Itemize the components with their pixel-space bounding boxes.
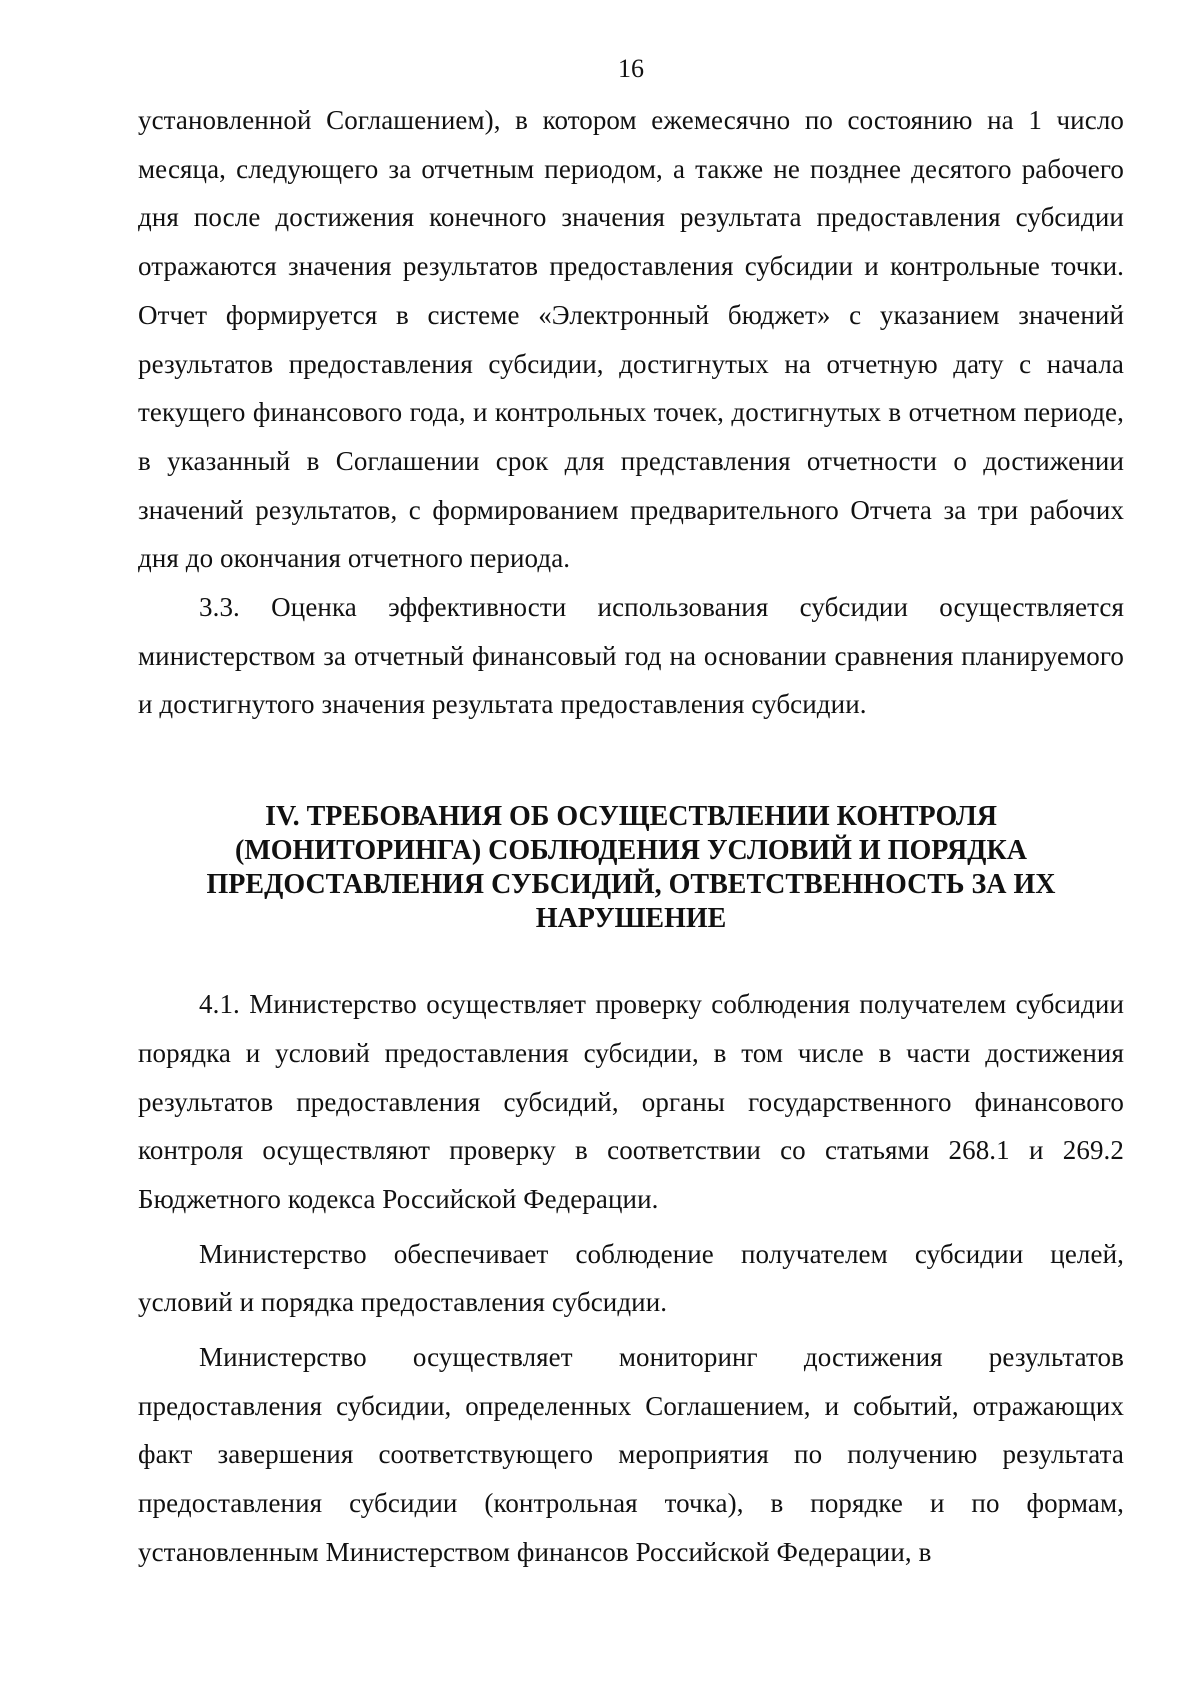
paragraph-4-1: 4.1. Министерство осуществляет проверку соблюдения получателем субсидии порядка и условий предоставления субсидии, в том числе в части достижения результатов предоставления субсидий, органы государственного финансового контроля осуществляют проверку в соответствии со статьями 268.1 и 269.2 Бюджетного кодекса Российской Федерации. [138,989,1124,1214]
page-number: 16 [618,54,644,83]
paragraph-3-3: 3.3. Оценка эффективности использования субсидии осуществляется министерством за отчетный финансовый год на основании сравнения планируемого и достигнутого значения результата предоставления субсидии. [138,592,1124,720]
document-page [138,52,1124,1577]
paragraph-ministry-monitoring: Министерство осуществляет мониторинг достижения результатов предоставления субсидии, определенных Соглашением, и событий, отражающих факт завершения соответствующего мероприятия по получению результата предоставления субсидии (контрольная точка), в порядке и по формам, установленным Министерством финансов Российской Федерации, в [138,1342,1124,1567]
section-title: IV. ТРЕБОВАНИЯ ОБ ОСУЩЕСТВЛЕНИИ КОНТРОЛЯ (МОНИТОРИНГА) СОБЛЮДЕНИЯ УСЛОВИЙ И ПОРЯДКА ПРЕДОСТАВЛЕНИЯ СУБСИДИЙ, ОТВЕТСТВЕННОСТЬ ЗА ИХ НАРУШЕНИЕ [206,801,1056,935]
paragraph-ministry-ensures: Министерство обеспечивает соблюдение получателем субсидии целей, условий и порядка предоставления субсидии. [138,1238,1124,1318]
paragraph-report-continuation: установленной Соглашением), в котором ежемесячно по состоянию на 1 число месяца, следующего за отчетным периодом, а также не позднее десятого рабочего дня после достижения конечного значения результата предоставления субсидии отражаются значения результатов предоставления субсидии и контрольные точки. Отчет формируется в системе «Электронный бюджет» с указанием значений результатов предоставления субсидии, достигнутых на отчетную дату с начала текущего финансового года, и контрольных точек, достигнутых в отчетном периоде, в указанный в Соглашении срок для представления отчетности о достижении значений результатов, с формированием предварительного Отчета за три рабочих дня до окончания отчетного периода. [138,105,1124,574]
